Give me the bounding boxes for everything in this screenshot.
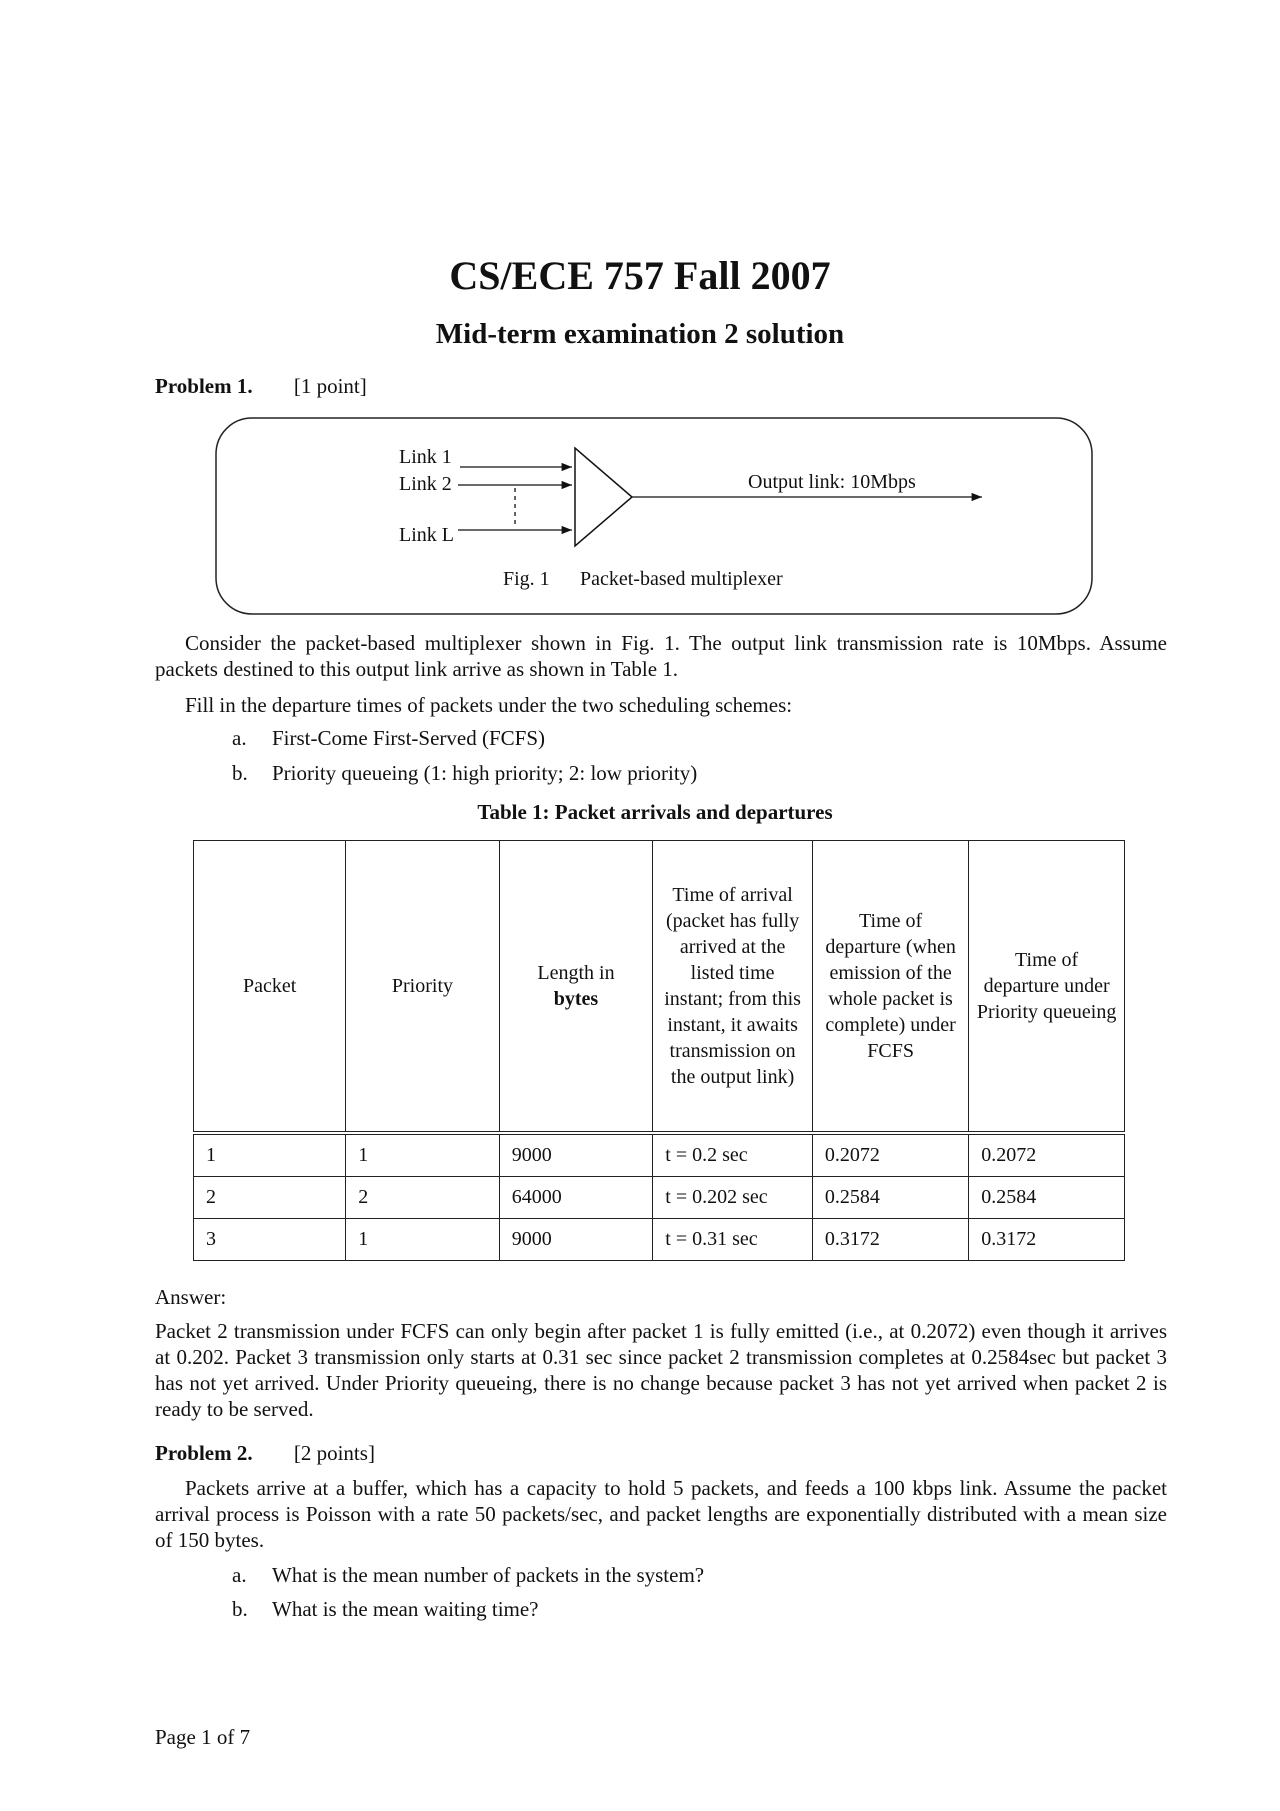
- cell-arrival: t = 0.2 sec: [653, 1133, 813, 1177]
- link2-label: Link 2: [399, 473, 452, 495]
- cell-fcfs: 0.2584: [812, 1177, 968, 1219]
- problem1-item-b: [232, 761, 697, 786]
- table-row: [194, 1133, 1125, 1177]
- item-marker: b.: [232, 761, 248, 785]
- linkL-label: Link L: [399, 524, 454, 546]
- item-text: First-Come First-Served (FCFS): [272, 726, 546, 750]
- link1-label: Link 1: [399, 446, 452, 468]
- cell-arrival: t = 0.202 sec: [653, 1177, 813, 1219]
- problem2-heading: [155, 1441, 375, 1466]
- problem1-label: Problem 1.: [155, 374, 253, 398]
- cell-priority: 1: [346, 1133, 499, 1177]
- cell-priority: 2: [346, 1177, 499, 1219]
- col-length: [499, 841, 653, 1134]
- problem1-points: [1 point]: [293, 374, 367, 398]
- problem2-label: Problem 2.: [155, 1441, 253, 1465]
- page-title: CS/ECE 757 Fall 2007: [449, 253, 831, 298]
- col-pq: Time of departure under Priority queueing: [969, 841, 1125, 1134]
- table-row: [194, 1219, 1125, 1261]
- page-subtitle: Mid-term examination 2 solution: [435, 318, 845, 350]
- cell-packet: 1: [194, 1133, 346, 1177]
- item-marker: b.: [232, 1597, 248, 1621]
- cell-arrival: t = 0.31 sec: [653, 1219, 813, 1261]
- col-length-unit: bytes: [553, 988, 599, 1010]
- problem2-item-b: [232, 1597, 539, 1622]
- item-text: What is the mean number of packets in the system?: [272, 1563, 705, 1587]
- cell-pq: 0.2584: [969, 1177, 1125, 1219]
- problem2-points: [2 points]: [293, 1441, 375, 1465]
- figure-caption-num: Fig. 1: [503, 568, 550, 590]
- problem1-item-a: [232, 726, 545, 751]
- table-row: [194, 1177, 1125, 1219]
- col-length-text: Length in: [537, 962, 615, 984]
- output-label: Output link: 10Mbps: [748, 471, 916, 493]
- problem2-intro: Packets arrive at a buffer, which has a capacity to hold 5 packets, and feeds a 100 kbps link. Assume the packet arrival process is Poisson with a rate 50 packets/sec, and packet lengths are exponentially distributed with a mean size of 150 bytes.: [155, 1476, 1167, 1552]
- table-caption: Table 1: Packet arrivals and departures: [477, 800, 833, 824]
- cell-priority: 1: [346, 1219, 499, 1261]
- figure-caption-text: Packet-based multiplexer: [580, 568, 783, 590]
- answer-label: Answer:: [155, 1285, 227, 1309]
- cell-fcfs: 0.2072: [812, 1133, 968, 1177]
- answer-text: Packet 2 transmission under FCFS can only begin after packet 1 is fully emitted (i.e., at 0.2072) even though it arrives at 0.202. Packet 3 transmission only starts at 0.31 sec since packet 2 transmission completes at 0.2584sec but packet 3 has not yet arrived. Under Priority queueing, there is no change because packet 3 has not yet arrived when packet 2 is ready to be served.: [155, 1319, 1167, 1421]
- problem1-instruction: Fill in the departure times of packets under the two scheduling schemes:: [185, 693, 793, 717]
- item-text: What is the mean waiting time?: [272, 1597, 539, 1621]
- packet-table: [193, 840, 1125, 1261]
- multiplexer-triangle: [575, 448, 632, 546]
- cell-pq: 0.2072: [969, 1133, 1125, 1177]
- cell-fcfs: 0.3172: [812, 1219, 968, 1261]
- col-packet: Packet: [194, 841, 346, 1134]
- cell-length: 9000: [499, 1219, 653, 1261]
- page-number: Page 1 of 7: [155, 1725, 251, 1749]
- col-priority: Priority: [346, 841, 499, 1134]
- table-header-row: [194, 841, 1125, 1134]
- problem2-item-a: [232, 1563, 704, 1588]
- cell-pq: 0.3172: [969, 1219, 1125, 1261]
- multiplexer-figure: [0, 0, 1280, 640]
- item-text: Priority queueing (1: high priority; 2: low priority): [272, 761, 698, 785]
- item-marker: a.: [232, 1563, 247, 1587]
- cell-packet: 3: [194, 1219, 346, 1261]
- col-fcfs: Time of departure (when emission of the whole packet is complete) under FCFS: [812, 841, 968, 1134]
- cell-packet: 2: [194, 1177, 346, 1219]
- cell-length: 9000: [499, 1133, 653, 1177]
- cell-length: 64000: [499, 1177, 653, 1219]
- col-arrival: Time of arrival (packet has fully arrived at the listed time instant; from this instant, it awaits transmission on the output link): [653, 841, 813, 1134]
- problem1-intro: Consider the packet-based multiplexer shown in Fig. 1. The output link transmission rate is 10Mbps. Assume packets destined to this output link arrive as shown in Table 1.: [155, 631, 1167, 681]
- item-marker: a.: [232, 726, 247, 750]
